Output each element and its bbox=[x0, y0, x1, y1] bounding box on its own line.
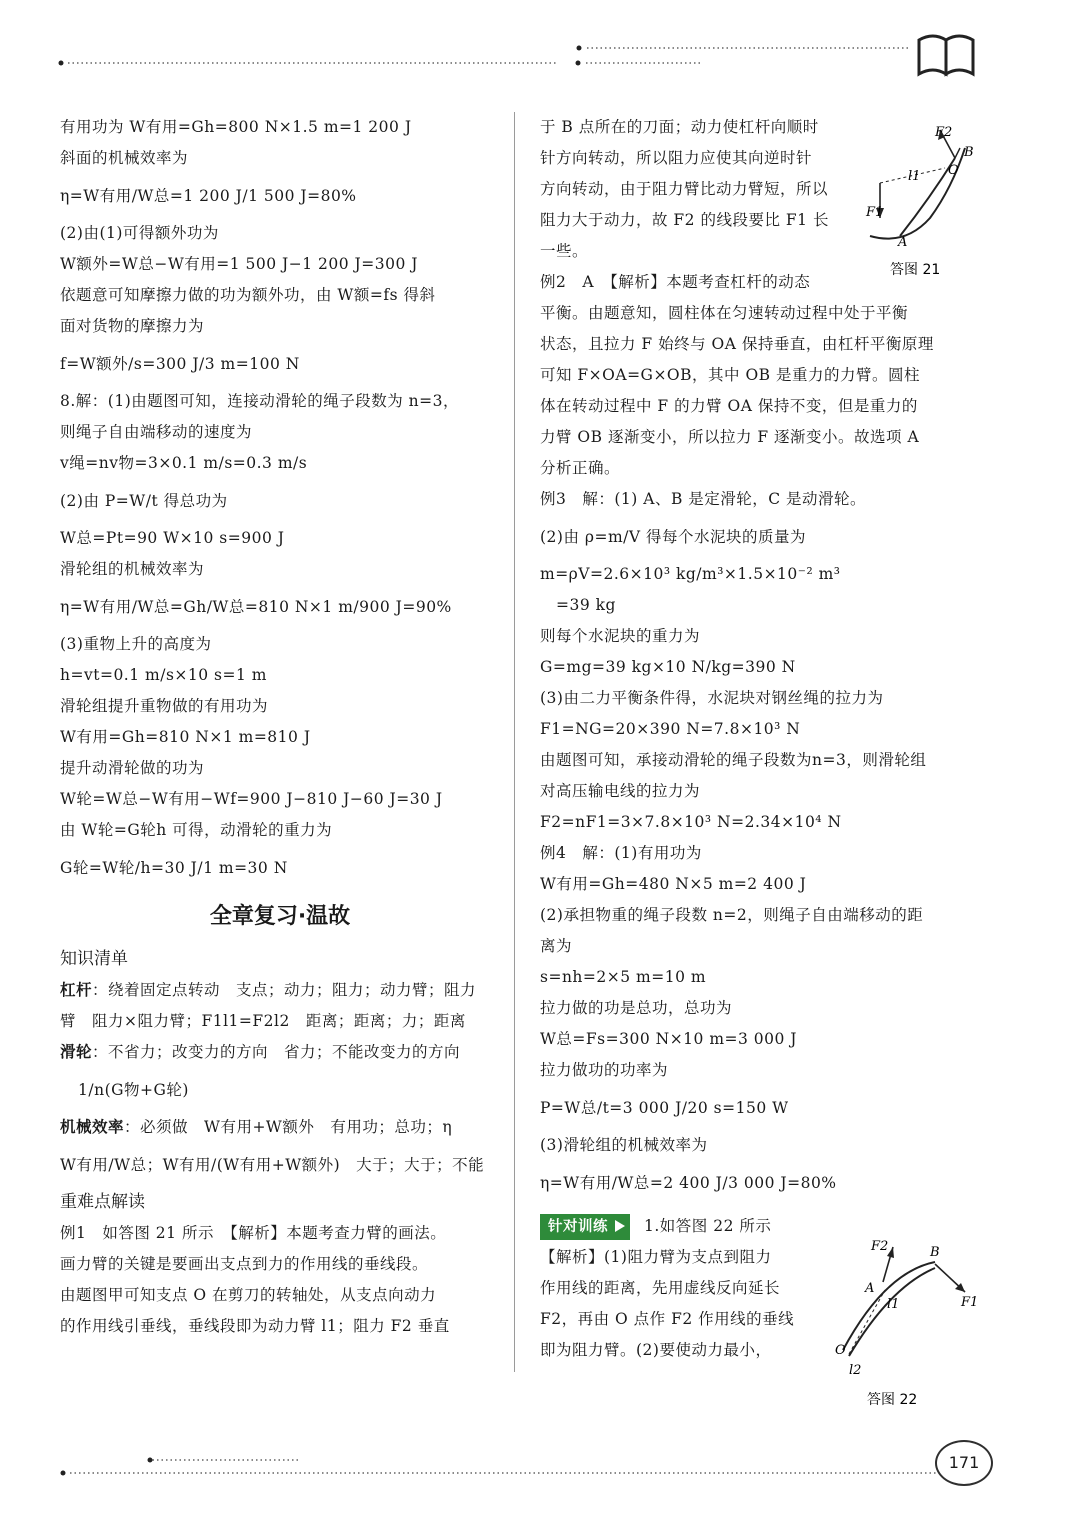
text-line: 由题图甲可知支点 O 在剪刀的转轴处，从支点向动力 bbox=[60, 1286, 437, 1304]
text-line: 面对货物的摩擦力为 bbox=[60, 317, 205, 335]
label-l2: l2 bbox=[849, 1363, 862, 1378]
formula-line: (2)由 P=W/t 得总功为 bbox=[60, 492, 228, 510]
formula-line: η=W有用/W总=1 200 J/1 500 J=80% bbox=[60, 187, 357, 205]
formula-line: η=W有用/W总=2 400 J/3 000 J=80% bbox=[540, 1174, 837, 1192]
knowledge-line bbox=[60, 1037, 500, 1068]
label-l1: l1 bbox=[908, 169, 921, 184]
text-line: 分析正确。 bbox=[540, 459, 621, 477]
top-dotted-rule bbox=[58, 60, 708, 66]
text-line: (3)重物上升的高度为 bbox=[60, 635, 212, 653]
text-line: 离为 bbox=[540, 937, 573, 955]
keyword: 机械效率 bbox=[60, 1118, 125, 1136]
knowledge-line bbox=[60, 1112, 500, 1143]
text-line: 拉力做的功是总功，总功为 bbox=[540, 999, 733, 1017]
formula-line: (2)由 ρ=m/V 得每个水泥块的质量为 bbox=[540, 528, 807, 546]
text-line: 有用功为 W有用=Gh=800 N×1.5 m=1 200 J bbox=[60, 118, 412, 136]
text-line: 由 W轮=G轮h 可得，动滑轮的重力为 bbox=[60, 821, 333, 839]
right-column bbox=[540, 112, 980, 1366]
subsection-title: 重难点解读 bbox=[60, 1192, 145, 1212]
lever-figure-21 bbox=[860, 118, 980, 298]
text-line: 方向转动，由于阻力臂比动力臂短，所以 bbox=[540, 180, 829, 198]
text-line: 阻力大于动力，故 F2 的线段要比 F1 长 bbox=[540, 211, 829, 229]
lever-figure-22 bbox=[835, 1232, 985, 1412]
knowledge-text: W有用/W总；W有用/(W有用+W额外) 大于；大于；不能 bbox=[60, 1156, 485, 1174]
knowledge-text: 1/n(G物+G轮) bbox=[78, 1081, 189, 1099]
text-line: 则每个水泥块的重力为 bbox=[540, 627, 701, 645]
text-line: 例2 A 【解析】本题考查杠杆的动态 bbox=[540, 273, 811, 291]
label-f2: F2 bbox=[871, 1239, 889, 1254]
text-line: 滑轮组的机械效率为 bbox=[60, 560, 205, 578]
label-f1: F1 bbox=[866, 205, 884, 220]
knowledge-text: ：绕着固定点转动 支点；动力；阻力；动力臂；阻力 bbox=[92, 981, 477, 999]
text-line: 对高压输电线的拉力为 bbox=[540, 782, 701, 800]
training-text: 1.如答图 22 所示 bbox=[644, 1217, 772, 1235]
practice-tag: 针对训练 bbox=[540, 1214, 630, 1240]
text-line: W总=Pt=90 W×10 s=900 J bbox=[60, 529, 285, 547]
text-line: 可知 F×OA=G×OB，其中 OB 是重力的力臂。圆柱 bbox=[540, 366, 920, 384]
text-line: 平衡。由题意知，圆柱体在匀速转动过程中处于平衡 bbox=[540, 304, 909, 322]
text-line: 即为阻力臂。(2)要使动力最小， bbox=[540, 1341, 772, 1359]
text-line: (2)由(1)可得额外功为 bbox=[60, 224, 219, 242]
bottom-dotted-rule-2 bbox=[60, 1470, 960, 1476]
subsection-title: 知识清单 bbox=[60, 949, 128, 969]
text-line: F2=nF1=3×7.8×10³ N=2.34×10⁴ N bbox=[540, 813, 842, 831]
text-line: W轮=W总−W有用−Wf=900 J−810 J−60 J=30 J bbox=[60, 790, 443, 808]
label-b: B bbox=[964, 145, 974, 160]
text-line: 例1 如答图 21 所示 【解析】本题考查力臂的画法。 bbox=[60, 1224, 447, 1242]
text-line: 于 B 点所在的刀面；动力使杠杆向顺时 bbox=[540, 118, 819, 136]
label-o: O bbox=[948, 163, 959, 178]
label-f1: F1 bbox=[961, 1295, 979, 1310]
top-dotted-rule-2 bbox=[575, 44, 915, 52]
label-a: A bbox=[865, 1281, 875, 1296]
text-line: 体在转动过程中 F 的力臂 OA 保持不变，但是重力的 bbox=[540, 397, 918, 415]
figure-caption: 答图 22 bbox=[867, 1392, 918, 1408]
keyword: 杠杆 bbox=[60, 981, 93, 999]
figure-caption: 答图 21 bbox=[890, 262, 941, 278]
text-line: 状态，且拉力 F 始终与 OA 保持垂直，由杠杆平衡原理 bbox=[540, 335, 934, 353]
text-line: (3)滑轮组的机械效率为 bbox=[540, 1136, 708, 1154]
text-line: (3)由二力平衡条件得，水泥块对钢丝绳的拉力为 bbox=[540, 689, 884, 707]
formula-line: P=W总/t=3 000 J/20 s=150 W bbox=[540, 1099, 789, 1117]
text-line: 滑轮组提升重物做的有用功为 bbox=[60, 697, 269, 715]
text-line: W有用=Gh=480 N×5 m=2 400 J bbox=[540, 875, 807, 893]
text-line: W额外=W总−W有用=1 500 J−1 200 J=300 J bbox=[60, 255, 418, 273]
text-line: 画力臂的关键是要画出支点到力的作用线的垂线段。 bbox=[60, 1255, 429, 1273]
text-line: 力臂 OB 逐渐变小，所以拉力 F 逐渐变小。故选项 A bbox=[540, 428, 920, 446]
text-line: (2)承担物重的绳子段数 n=2，则绳子自由端移动的距 bbox=[540, 906, 924, 924]
label-o: O bbox=[835, 1343, 846, 1358]
text-line: 则绳子自由端移动的速度为 bbox=[60, 423, 253, 441]
text-line: F2，再由 O 点作 F2 作用线的垂线 bbox=[540, 1310, 795, 1328]
text-line: 一些。 bbox=[540, 242, 589, 260]
label-a: A bbox=[898, 235, 908, 250]
text-line: 由题图可知，承接动滑轮的绳子段数为n=3，则滑轮组 bbox=[540, 751, 927, 769]
text-line: G=mg=39 kg×10 N/kg=390 N bbox=[540, 658, 796, 676]
text-line: 【解析】(1)阻力臂为支点到阻力 bbox=[540, 1248, 772, 1266]
text-line: h=vt=0.1 m/s×10 s=1 m bbox=[60, 666, 267, 684]
text-line: 例4 解：(1)有用功为 bbox=[540, 844, 702, 862]
open-book-icon bbox=[915, 30, 977, 78]
left-column bbox=[60, 112, 500, 1342]
formula-line: f=W额外/s=300 J/3 m=100 N bbox=[60, 355, 300, 373]
knowledge-text: 臂 阻力×阻力臂；F1l1=F2l2 距离；距离；力；距离 bbox=[60, 1012, 466, 1030]
formula-line: η=W有用/W总=Gh/W总=810 N×1 m/900 J=90% bbox=[60, 598, 452, 616]
label-l1: l1 bbox=[887, 1297, 900, 1312]
knowledge-text: ：不省力；改变力的方向 省力；不能改变力的方向 bbox=[92, 1043, 461, 1061]
text-line: W总=Fs=300 N×10 m=3 000 J bbox=[540, 1030, 798, 1048]
text-line: W有用=Gh=810 N×1 m=810 J bbox=[60, 728, 311, 746]
text-line: 斜面的机械效率为 bbox=[60, 149, 189, 167]
label-f2: F2 bbox=[935, 125, 953, 140]
text-line: F1=NG=20×390 N=7.8×10³ N bbox=[540, 720, 801, 738]
text-line: =39 kg bbox=[540, 596, 616, 614]
text-line: m=ρV=2.6×10³ kg/m³×1.5×10⁻² m³ bbox=[540, 565, 841, 583]
text-line: 拉力做功的功率为 bbox=[540, 1061, 669, 1079]
formula-line: G轮=W轮/h=30 J/1 m=30 N bbox=[60, 859, 288, 877]
text-line: s=nh=2×5 m=10 m bbox=[540, 968, 707, 986]
column-divider bbox=[514, 112, 515, 1372]
text-line: 8.解：(1)由题图可知，连接动滑轮的绳子段数为 n=3， bbox=[60, 392, 460, 410]
text-line: v绳=nv物=3×0.1 m/s=0.3 m/s bbox=[60, 454, 308, 472]
knowledge-line bbox=[60, 1068, 500, 1112]
text-line: 的作用线引垂线，垂线段即为动力臂 l1；阻力 F2 垂直 bbox=[60, 1317, 450, 1335]
text-line: 依题意可知摩擦力做的功为额外功，由 W额=fs 得斜 bbox=[60, 286, 436, 304]
page-number: 171 bbox=[935, 1440, 993, 1486]
keyword: 滑轮 bbox=[60, 1043, 93, 1061]
label-b: B bbox=[930, 1245, 940, 1260]
knowledge-line bbox=[60, 975, 500, 1006]
text-line: 针方向转动，所以阻力应使其向逆时针 bbox=[540, 149, 813, 167]
text-line: 作用线的距离，先用虚线反向延长 bbox=[540, 1279, 781, 1297]
knowledge-line bbox=[60, 1006, 500, 1037]
section-title: 全章复习·温故 bbox=[209, 904, 351, 929]
text-line: 提升动滑轮做的功为 bbox=[60, 759, 205, 777]
knowledge-line bbox=[60, 1143, 500, 1187]
knowledge-text: ：必须做 W有用+W额外 有用功；总功；η bbox=[124, 1118, 453, 1136]
text-line: 例3 解：(1) A、B 是定滑轮，C 是动滑轮。 bbox=[540, 490, 867, 508]
